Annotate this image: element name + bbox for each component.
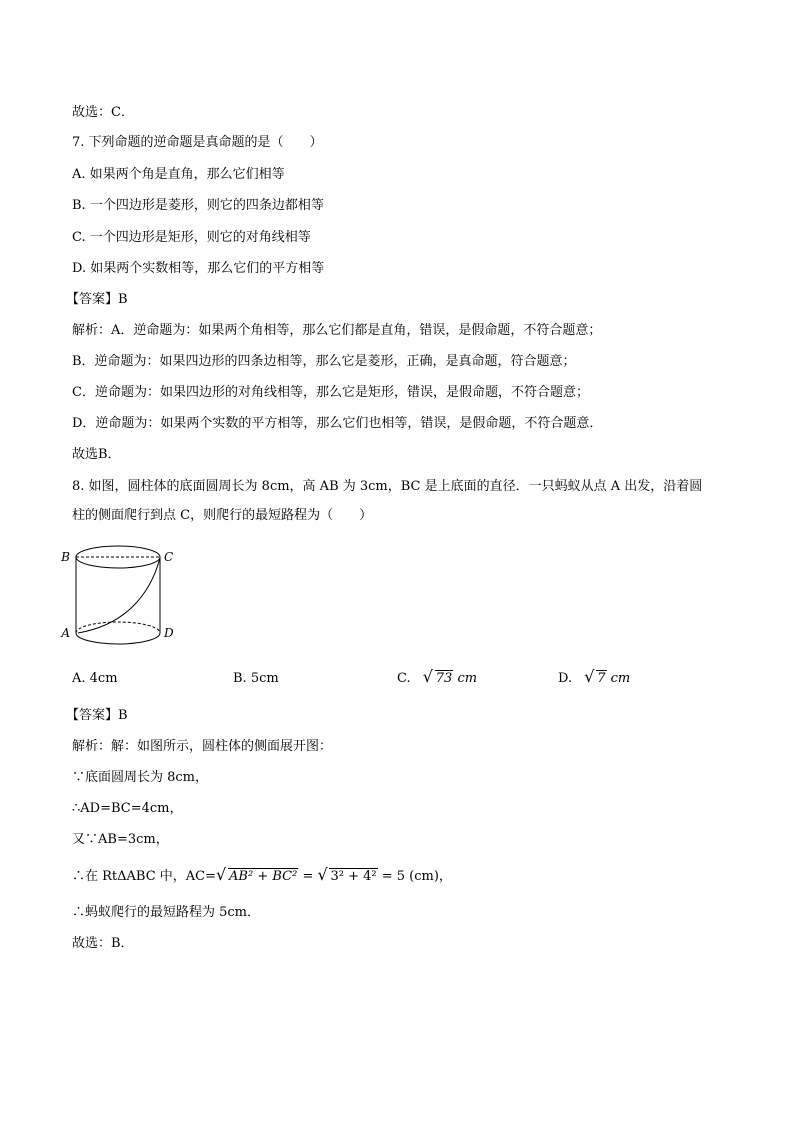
bottom-ellipse-front	[76, 633, 160, 644]
bottom-ellipse-back	[76, 622, 160, 633]
q8-option-d-radicand: 7	[597, 671, 606, 686]
formula-radicand-2: 3² + 4²	[330, 869, 377, 884]
label-c: C	[164, 550, 174, 564]
q7-option-b: B. 一个四边形是菱形，则它的四条边都相等	[72, 198, 324, 213]
q8-option-c-radicand: 73	[435, 671, 453, 686]
q8-option-a: A. 4cm	[72, 671, 118, 686]
sqrt-symbol: √ 73	[422, 667, 453, 686]
q8-analysis-4: 又∵AB=3cm，	[72, 832, 169, 847]
formula-prefix: ∴在 RtΔABC 中，AC=	[72, 869, 217, 884]
q8-analysis-3: ∴AD=BC=4cm，	[72, 801, 183, 816]
q6-conclusion: 故选：C．	[72, 105, 134, 120]
label-d: D	[164, 626, 174, 640]
formula-radicand-1: AB² + BC²	[229, 869, 298, 884]
q8-option-b: B. 5cm	[233, 671, 279, 686]
label-b: B	[61, 550, 70, 564]
cylinder-diagram	[61, 545, 190, 650]
sqrt-symbol: √ 3² + 4²	[317, 865, 377, 884]
q8-option-d-prefix: D.	[558, 671, 573, 686]
q7-answer: 【答案】B	[66, 292, 128, 307]
q8-option-d-unit: cm	[610, 671, 631, 686]
q7-analysis-a: 解析：A．逆命题为：如果两个角相等，那么它们都是直角，错误，是假命题，不符合题意；	[72, 323, 602, 338]
q7-conclusion: 故选B．	[72, 447, 121, 462]
label-a: A	[61, 626, 70, 640]
q8-option-c-prefix: C.	[397, 671, 411, 686]
q7-analysis-d: D．逆命题为：如果两个实数的平方相等，那么它们也相等，错误，是假命题，不符合题意．	[72, 416, 603, 431]
q8-analysis-2: ∵底面圆周长为 8cm，	[72, 770, 209, 785]
sqrt-symbol: √ 7	[584, 667, 606, 686]
q8-stem-line2: 柱的侧面爬行到点 C，则爬行的最短路程为（ ）	[72, 508, 373, 523]
cylinder-figure	[61, 545, 190, 654]
q8-final-1: ∴蚂蚁爬行的最短路程为 5cm．	[72, 905, 261, 920]
q8-formula	[72, 867, 452, 887]
q8-analysis-1: 解析：解：如图所示，圆柱体的侧面展开图：	[72, 739, 333, 754]
q7-analysis-c: C．逆命题为：如果四边形的对角线相等，那么它是矩形，错误，是假命题，不符合题意；	[72, 385, 589, 400]
q8-stem-line1: 8. 如图，圆柱体的底面圆周长为 8cm，高 AB 为 3cm，BC 是上底面的直径．一只蚂蚁从点 A 出发，沿着圆	[72, 479, 703, 494]
formula-eq: =	[302, 869, 314, 884]
q7-stem: 7. 下列命题的逆命题是真命题的是（ ）	[72, 135, 323, 150]
q7-analysis-b: B．逆命题为：如果四边形的四条边相等，那么它是菱形，正确，是真命题，符合题意；	[72, 354, 576, 369]
q8-option-d	[558, 669, 630, 689]
q8-option-c	[397, 669, 477, 689]
q8-final-2: 故选：B．	[72, 936, 134, 951]
q7-option-a: A. 如果两个角是直角，那么它们相等	[72, 167, 285, 182]
q7-option-c: C. 一个四边形是矩形，则它的对角线相等	[72, 230, 311, 245]
q7-option-d: D. 如果两个实数相等，那么它们的平方相等	[72, 261, 325, 276]
q8-answer: 【答案】B	[66, 708, 128, 723]
sqrt-symbol: √ AB² + BC²	[216, 865, 298, 884]
q8-option-c-unit: cm	[457, 671, 478, 686]
formula-result: = 5 (cm)，	[381, 869, 452, 884]
